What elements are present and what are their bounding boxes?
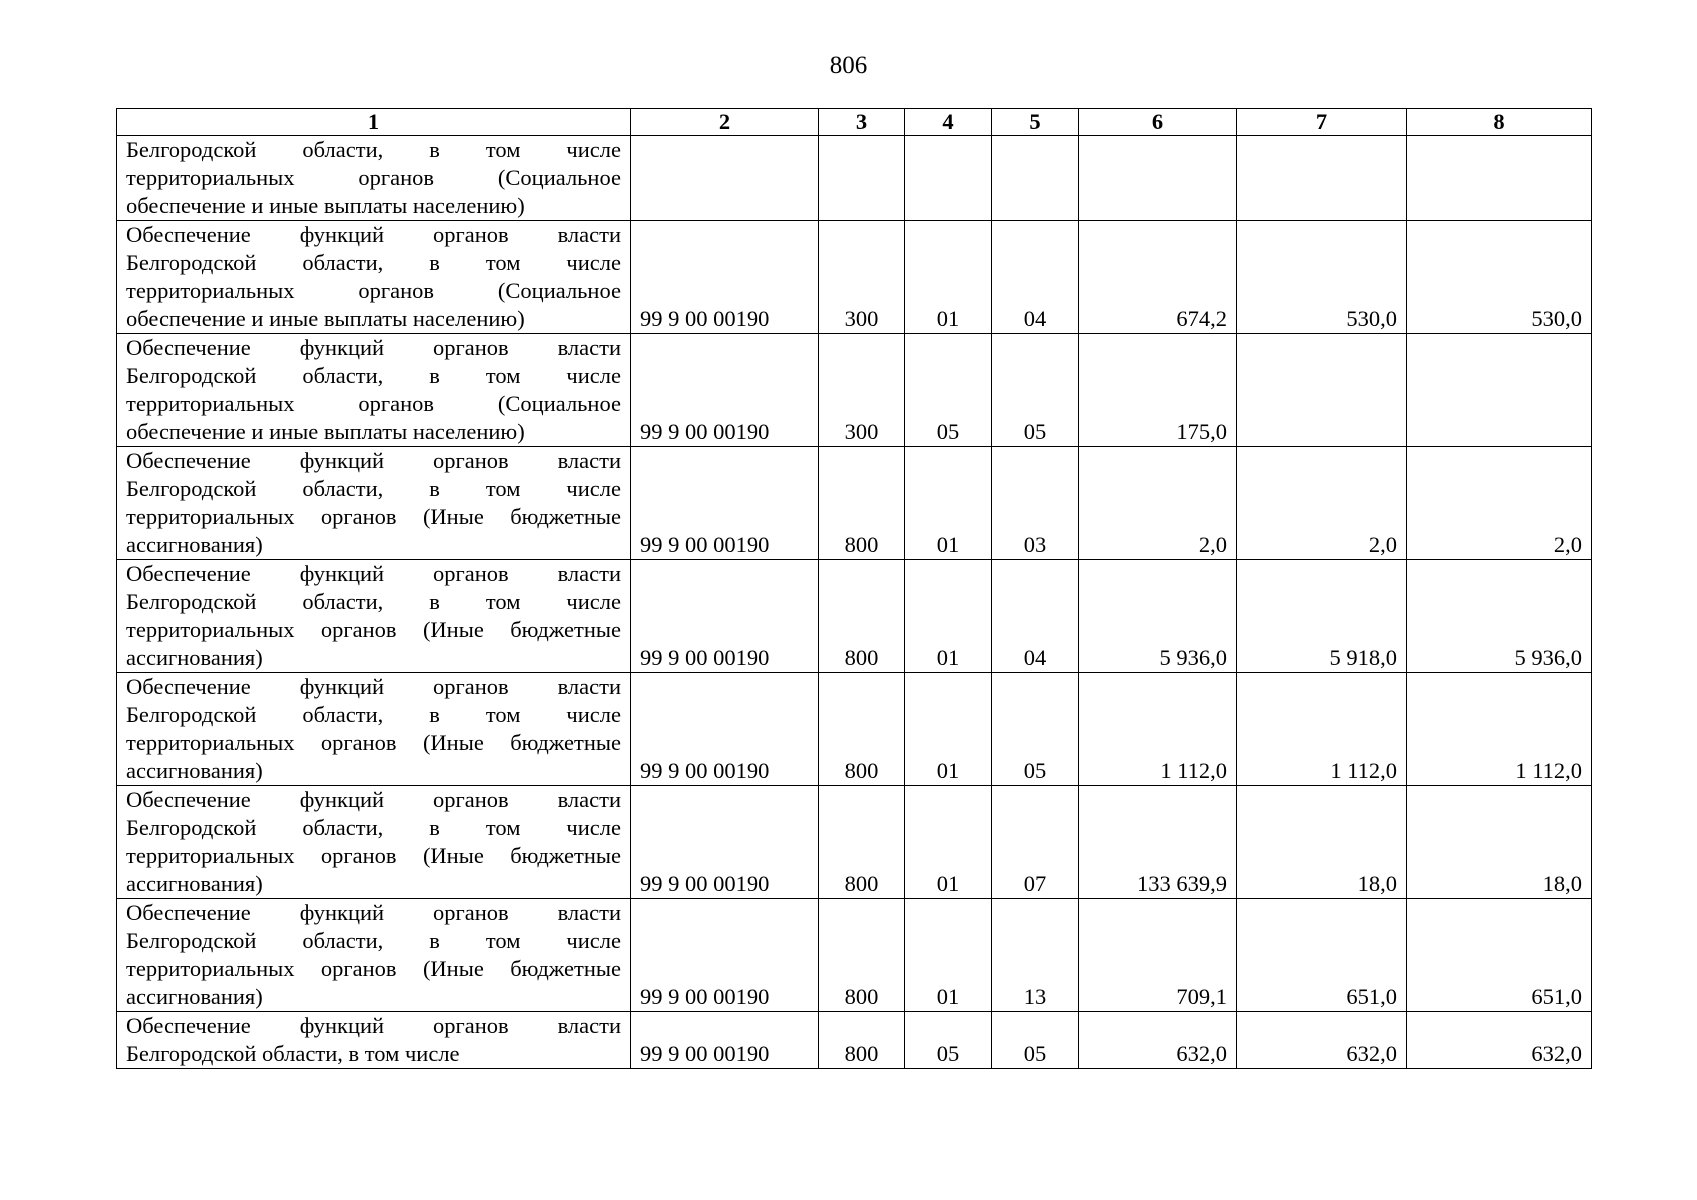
amount-col8: 5 936,0 <box>1407 560 1592 673</box>
amount-col6: 175,0 <box>1079 334 1237 447</box>
table-row <box>117 899 1592 1012</box>
subsection <box>992 136 1079 221</box>
amount-col8: 1 112,0 <box>1407 673 1592 786</box>
row-description: Обеспечение функций органов власти Белгородской области, в том числе территориальных органов (Иные бюджетные ассигнования) <box>117 899 631 1012</box>
page-number: 806 <box>829 52 868 79</box>
amount-col7 <box>1237 136 1407 221</box>
section <box>905 136 992 221</box>
table-row <box>117 1012 1592 1069</box>
amount-col6: 2,0 <box>1079 447 1237 560</box>
table-row <box>117 447 1592 560</box>
amount-col8: 632,0 <box>1407 1012 1592 1069</box>
amount-col6 <box>1079 136 1237 221</box>
header-row <box>117 109 1592 136</box>
target-code: 99 9 00 00190 <box>631 1012 819 1069</box>
section: 01 <box>905 221 992 334</box>
amount-col7: 651,0 <box>1237 899 1407 1012</box>
column-header: 2 <box>631 109 819 136</box>
row-description: Обеспечение функций органов власти Белгородской области, в том числе территориальных органов (Социальное обеспечение и иные выплаты населению) <box>117 221 631 334</box>
expense-type <box>819 136 905 221</box>
section: 01 <box>905 899 992 1012</box>
row-description: Обеспечение функций органов власти Белгородской области, в том числе территориальных органов (Иные бюджетные ассигнования) <box>117 447 631 560</box>
subsection: 04 <box>992 560 1079 673</box>
section: 01 <box>905 786 992 899</box>
expense-type: 300 <box>819 221 905 334</box>
amount-col6: 5 936,0 <box>1079 560 1237 673</box>
subsection: 05 <box>992 334 1079 447</box>
expense-type: 800 <box>819 673 905 786</box>
table-row <box>117 334 1592 447</box>
amount-col7: 1 112,0 <box>1237 673 1407 786</box>
row-description: Обеспечение функций органов власти Белгородской области, в том числе <box>117 1012 631 1069</box>
expense-type: 800 <box>819 899 905 1012</box>
amount-col8 <box>1407 334 1592 447</box>
amount-col7: 5 918,0 <box>1237 560 1407 673</box>
row-description: Обеспечение функций органов власти Белгородской области, в том числе территориальных органов (Социальное обеспечение и иные выплаты населению) <box>117 334 631 447</box>
table-row <box>117 786 1592 899</box>
amount-col8 <box>1407 136 1592 221</box>
target-code: 99 9 00 00190 <box>631 221 819 334</box>
column-header: 5 <box>992 109 1079 136</box>
target-code <box>631 136 819 221</box>
row-description: Обеспечение функций органов власти Белгородской области, в том числе территориальных органов (Иные бюджетные ассигнования) <box>117 560 631 673</box>
row-description: Обеспечение функций органов власти Белгородской области, в том числе территориальных органов (Иные бюджетные ассигнования) <box>117 786 631 899</box>
section: 01 <box>905 447 992 560</box>
subsection: 05 <box>992 1012 1079 1069</box>
target-code: 99 9 00 00190 <box>631 786 819 899</box>
expense-type: 800 <box>819 447 905 560</box>
expense-type: 300 <box>819 334 905 447</box>
target-code: 99 9 00 00190 <box>631 560 819 673</box>
amount-col6: 133 639,9 <box>1079 786 1237 899</box>
amount-col6: 709,1 <box>1079 899 1237 1012</box>
amount-col8: 651,0 <box>1407 899 1592 1012</box>
column-header: 6 <box>1079 109 1237 136</box>
subsection: 04 <box>992 221 1079 334</box>
amount-col7: 18,0 <box>1237 786 1407 899</box>
subsection: 03 <box>992 447 1079 560</box>
column-header: 7 <box>1237 109 1407 136</box>
section: 05 <box>905 334 992 447</box>
amount-col7: 530,0 <box>1237 221 1407 334</box>
table-row <box>117 673 1592 786</box>
section: 01 <box>905 673 992 786</box>
expense-type: 800 <box>819 786 905 899</box>
target-code: 99 9 00 00190 <box>631 447 819 560</box>
amount-col7: 2,0 <box>1237 447 1407 560</box>
expense-type: 800 <box>819 560 905 673</box>
expense-type: 800 <box>819 1012 905 1069</box>
column-header: 3 <box>819 109 905 136</box>
row-description: Обеспечение функций органов власти Белгородской области, в том числе территориальных органов (Иные бюджетные ассигнования) <box>117 673 631 786</box>
column-header: 4 <box>905 109 992 136</box>
subsection: 05 <box>992 673 1079 786</box>
budget-table <box>116 108 1592 1069</box>
target-code: 99 9 00 00190 <box>631 334 819 447</box>
amount-col6: 674,2 <box>1079 221 1237 334</box>
section: 01 <box>905 560 992 673</box>
amount-col8: 18,0 <box>1407 786 1592 899</box>
row-description: Белгородской области, в том числе территориальных органов (Социальное обеспечение и иные выплаты населению) <box>117 136 631 221</box>
table-row <box>117 136 1592 221</box>
target-code: 99 9 00 00190 <box>631 673 819 786</box>
section: 05 <box>905 1012 992 1069</box>
amount-col6: 632,0 <box>1079 1012 1237 1069</box>
column-header: 1 <box>117 109 631 136</box>
table-row <box>117 221 1592 334</box>
table-row <box>117 560 1592 673</box>
amount-col8: 2,0 <box>1407 447 1592 560</box>
amount-col6: 1 112,0 <box>1079 673 1237 786</box>
subsection: 13 <box>992 899 1079 1012</box>
target-code: 99 9 00 00190 <box>631 899 819 1012</box>
subsection: 07 <box>992 786 1079 899</box>
amount-col8: 530,0 <box>1407 221 1592 334</box>
column-header: 8 <box>1407 109 1592 136</box>
amount-col7 <box>1237 334 1407 447</box>
amount-col7: 632,0 <box>1237 1012 1407 1069</box>
